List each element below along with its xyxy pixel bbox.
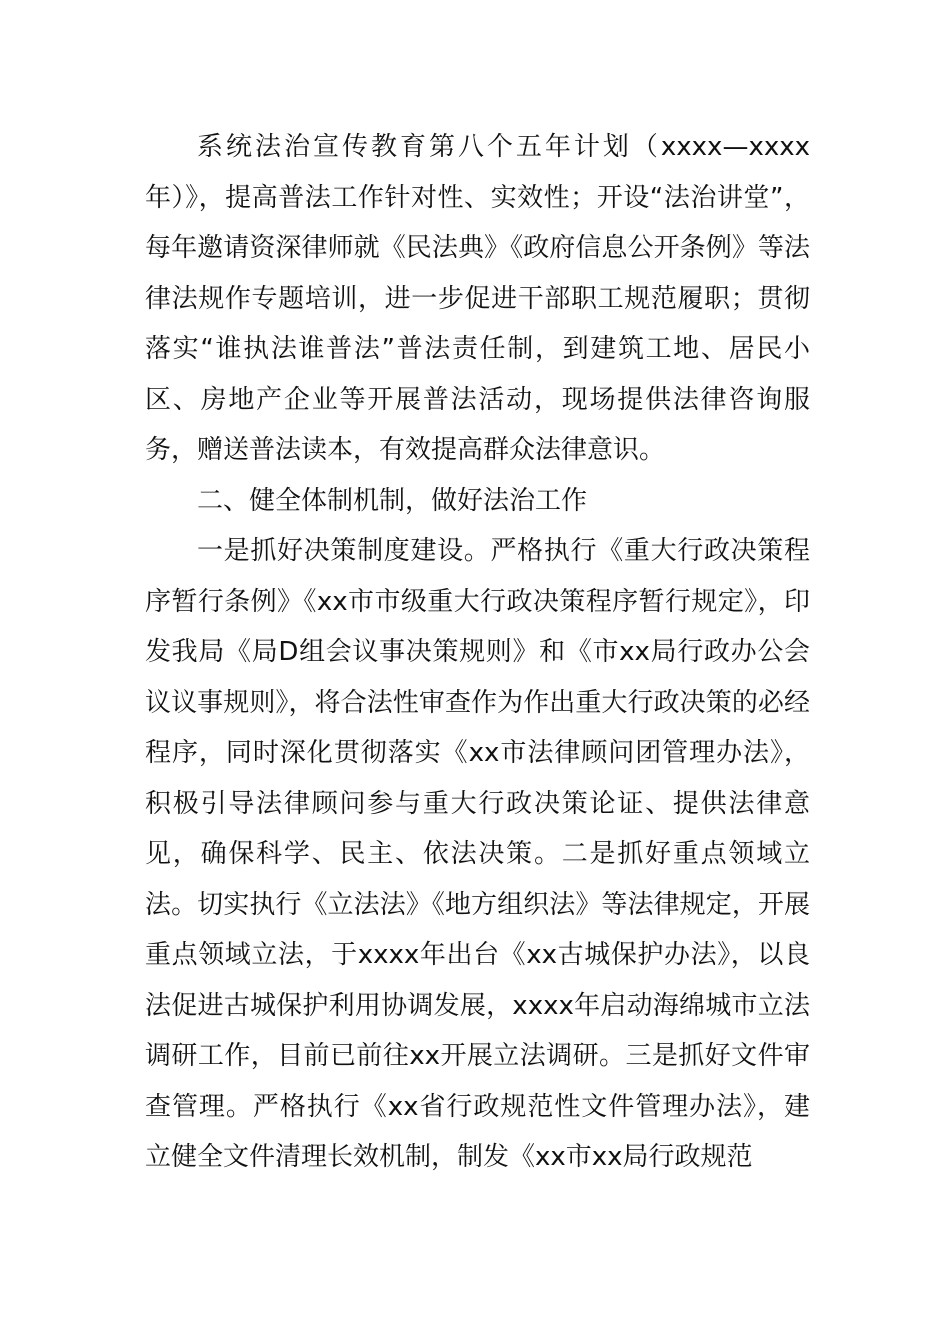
- paragraph-body: 一是抓好决策制度建设。严格执行《重大行政决策程序暂行条例》《xx市市级重大行政决策程序暂行规定》，印发我局《局D组会议事决策规则》和《市xx局行政办公会议议事规则》，将合法性审查作为作出重大行政决策的必经程序，同时深化贯彻落实《xx市法律顾问团管理办法》，积极引导法律顾问参与重大行政决策论证、提供法律意见，确保科学、民主、依法决策。二是抓好重点领域立法。切实执行《立法法》《地方组织法》等法律规定，开展重点领域立法，于xxxx年出台《xx古城保护办法》，以良法促进古城保护利用协调发展，xxxx年启动海绵城市立法调研工作，目前已前往xx开展立法调研。三是抓好文件审查管理。严格执行《xx省行政规范性文件管理办法》，建立健全文件清理长效机制，制发《xx市xx局行政规范: [145, 536, 810, 1172]
- document-body: [145, 122, 810, 1183]
- paragraph-continuation: 系统法治宣传教育第八个五年计划（xxxx—xxxx年）》，提高普法工作针对性、实效性；开设“法治讲堂”，每年邀请资深律师就《民法典》《政府信息公开条例》等法律法规作专题培训，进一步促进干部职工规范履职；贯彻落实“谁执法谁普法”普法责任制，到建筑工地、居民小区、房地产企业等开展普法活动，现场提供法律咨询服务，赠送普法读本，有效提高群众法律意识。: [145, 132, 810, 465]
- section-heading: 二、健全体制机制，做好法治工作: [197, 485, 588, 516]
